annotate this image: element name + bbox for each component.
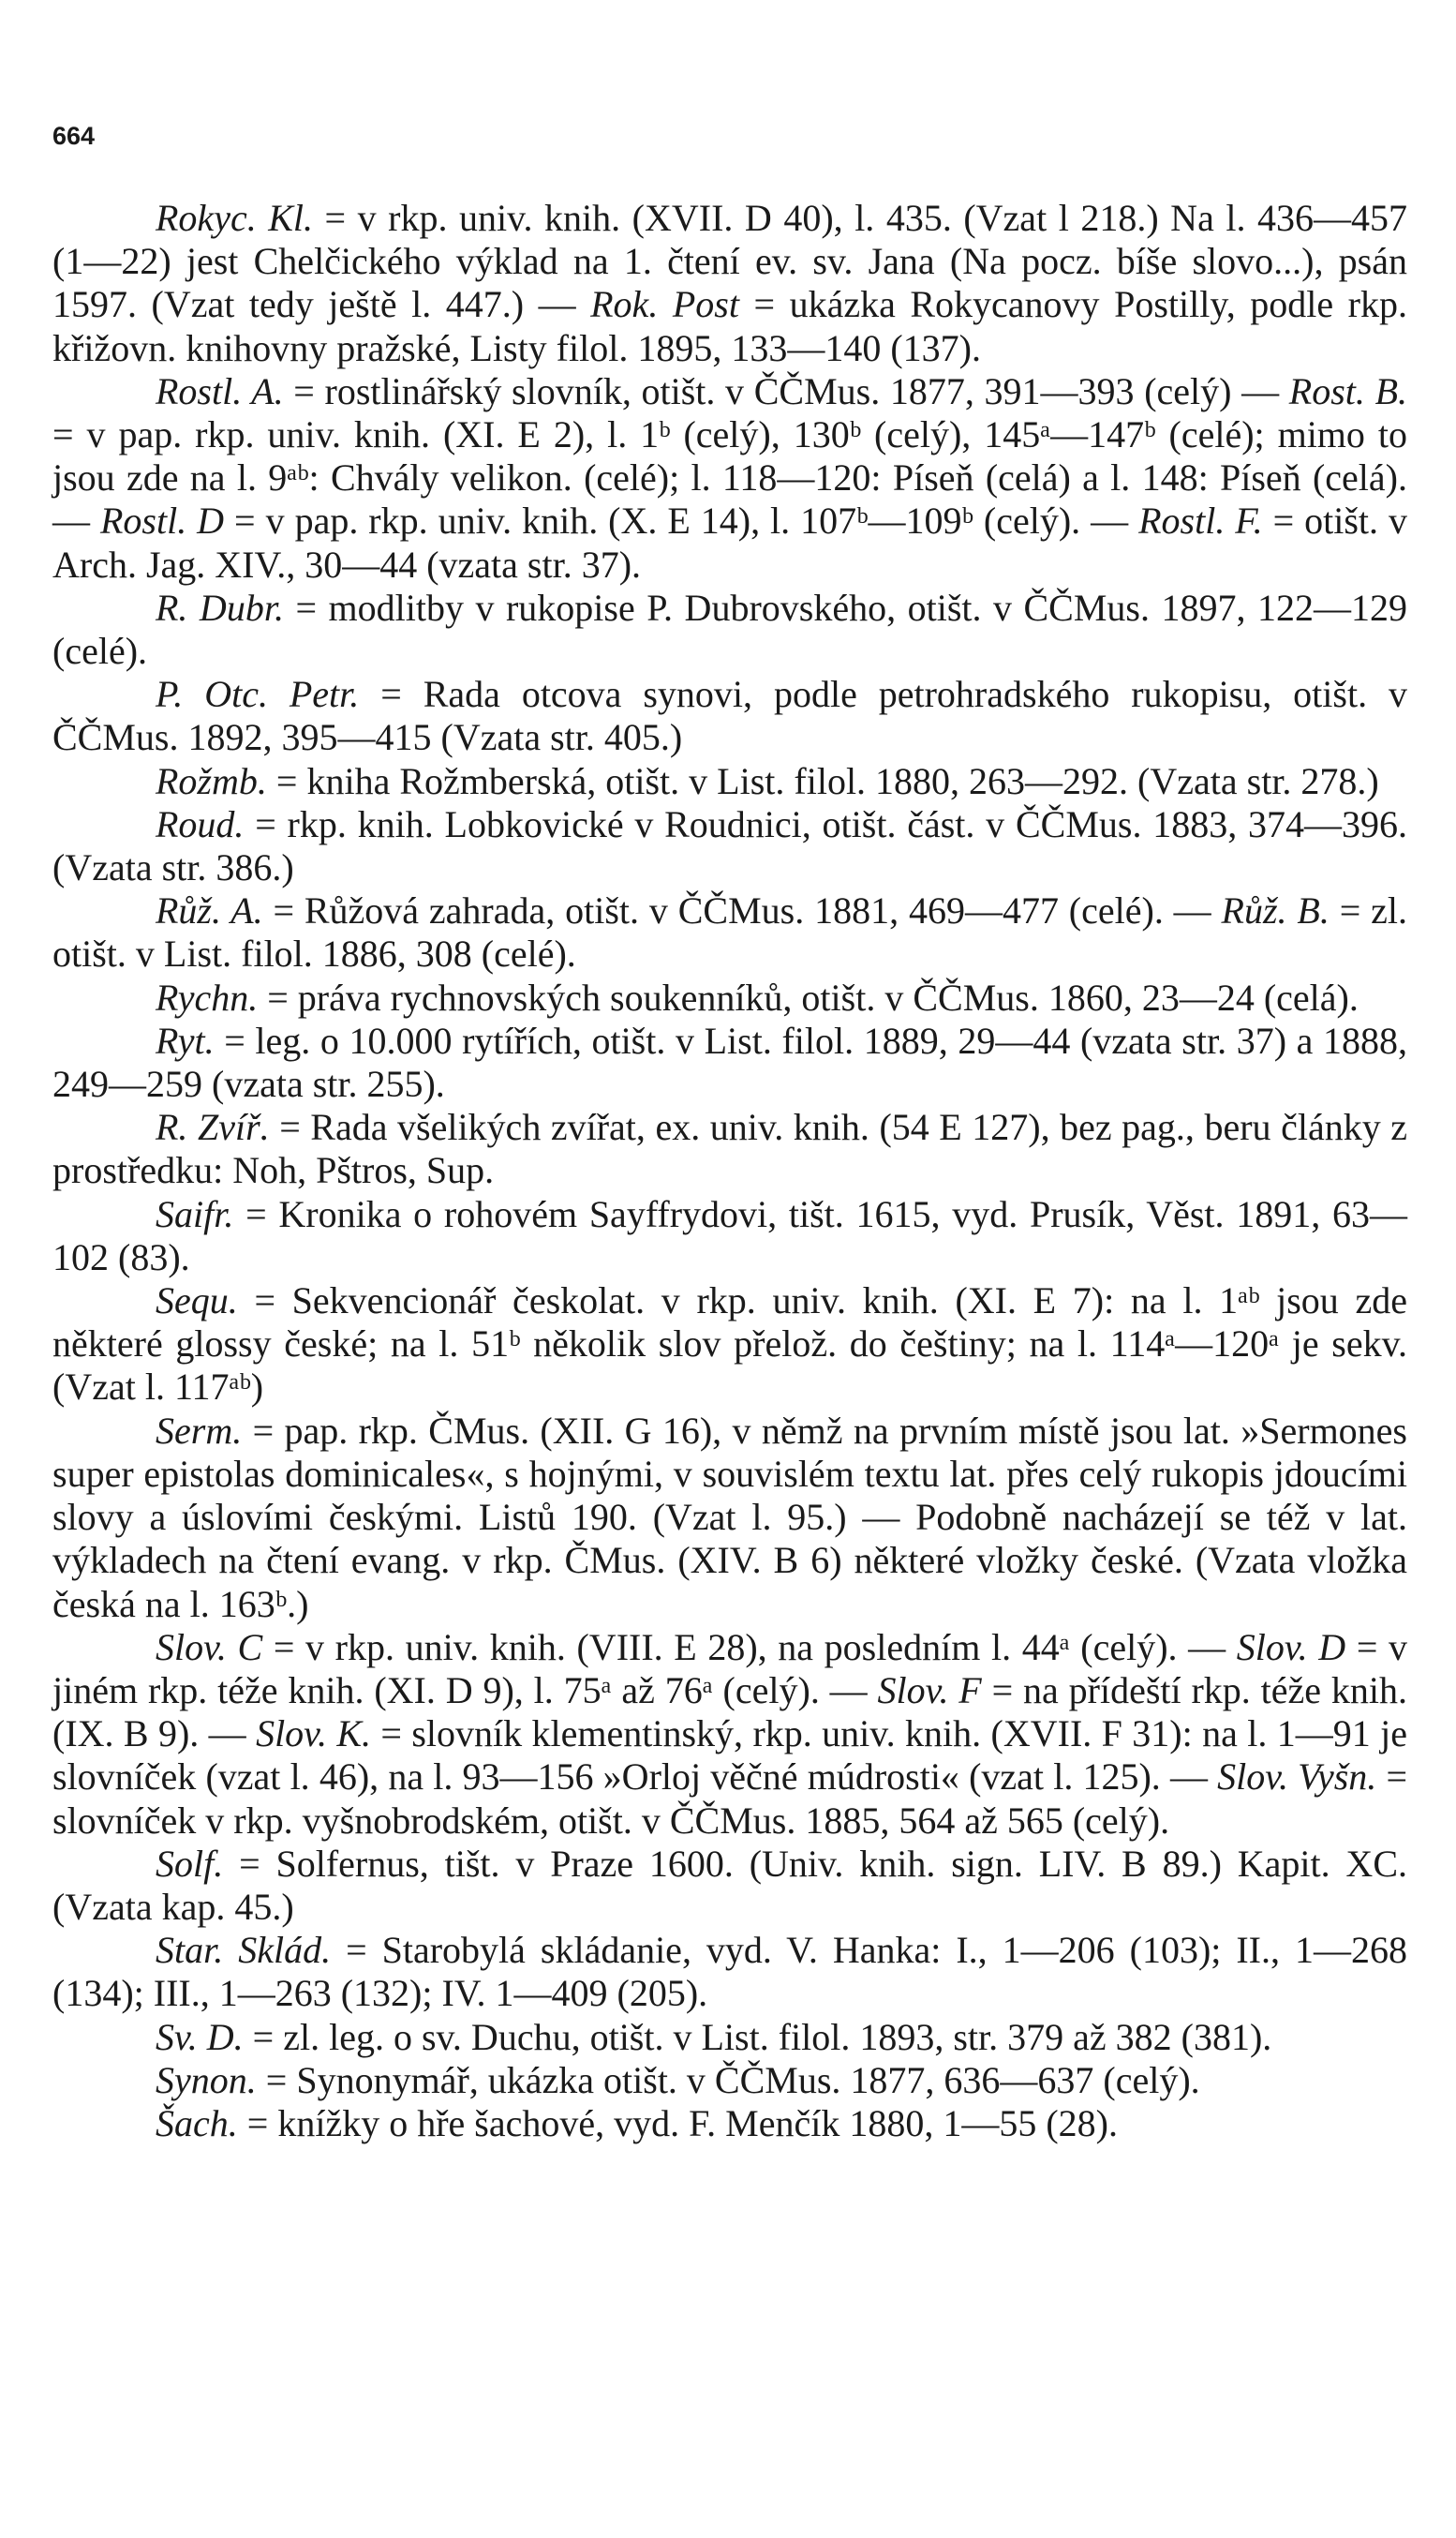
entry-abbreviation: Rostl. D xyxy=(99,500,225,543)
entry-abbreviation: Rokyc. Kl. xyxy=(156,197,314,239)
entry-text: = ukázka Rokycanovy Postilly, podle rkp. křižovn. knihovny pražské, Listy filol. 1895, 133—140 (137). xyxy=(52,283,1407,369)
entry-text: = v jiném rkp. téže knih. (XI. D 9), l. 75ᵃ až 76ᵃ (celý). — xyxy=(52,1625,1408,1711)
entry-svd xyxy=(52,2016,1407,2059)
entry-saifr xyxy=(52,1193,1407,1279)
entry-sach xyxy=(52,2102,1407,2145)
entry-abbreviation: Slov. D xyxy=(1236,1625,1346,1668)
entry-rozmb xyxy=(52,760,1407,803)
entry-abbreviation: Rok. Post xyxy=(590,283,739,326)
entry-rzvir xyxy=(52,1106,1407,1192)
entry-text: = Kronika o rohovém Sayffrydovi, tišt. 1615, vyd. Prusík, Věst. 1891, 63—102 (83). xyxy=(52,1192,1407,1278)
entry-rokyc xyxy=(52,197,1407,370)
entry-starsklad xyxy=(52,1929,1407,2015)
entry-abbreviation: Slov. K. xyxy=(256,1712,372,1755)
entry-abbreviation: Saifr. xyxy=(156,1192,234,1235)
entry-text: = Rada všelikých zvířat, ex. univ. knih. (54 E 127), bez pag., beru články z prostředku: Noh, Pštros, Sup. xyxy=(52,1106,1407,1192)
entry-abbreviation: Ryt. xyxy=(156,1019,215,1062)
entry-text: = kniha Rožmberská, otišt. v List. filol. 1880, 263—292. (Vzata str. 278.) xyxy=(266,759,1379,802)
entry-abbreviation: Rostl. F. xyxy=(1138,500,1263,543)
entry-text: = pap. rkp. ČMus. (XII. G 16), v němž na prvním místě jsou lat. »Sermones super epistolas dominicales«, s hojnými, v souvislém textu lat. přes celý rukopis jdoucími slovy a úslovími českými. Listů 190. (Vzat l. 95.) — Podobně nacházejí se též v lat. výkladech na čtení evang. v rkp. ČMus. (XIV. B 6) některé vložky české. (Vzata vložka česká na l. 163ᵇ.) xyxy=(52,1409,1407,1625)
entry-abbreviation: Růž. B. xyxy=(1221,889,1330,933)
entry-text: = Rada otcova synovi, podle petrohradského rukopisu, otišt. v ČČMus. 1892, 395—415 (Vzata str. 405.) xyxy=(52,673,1407,759)
entry-rychn xyxy=(52,977,1407,1020)
entry-text: = knížky o hře šachové, vyd. F. Menčík 1880, 1—55 (28). xyxy=(237,2101,1118,2144)
entry-text: = Synonymář, ukázka otišt. v ČČMus. 1877, 636—637 (celý). xyxy=(256,2058,1200,2101)
entry-abbreviation: Slov. Vyšn. xyxy=(1217,1755,1377,1799)
entry-text: = slovníček v rkp. vyšnobrodském, otišt. v ČČMus. 1885, 564 až 565 (celý). xyxy=(52,1755,1408,1842)
entry-rdubr xyxy=(52,587,1407,673)
entry-text: = na přídeští rkp. téže knih. (IX. B 9). — xyxy=(52,1668,1407,1755)
entry-text: = zl. leg. o sv. Duchu, otišt. v List. filol. 1893, str. 379 až 382 (381). xyxy=(243,2015,1272,2058)
entry-abbreviation: Rostl. A. xyxy=(156,369,284,412)
entry-abbreviation: R. Dubr. xyxy=(156,586,284,629)
abbreviation-list xyxy=(52,197,1407,2145)
entry-abbreviation: P. Otc. Petr. xyxy=(156,673,360,716)
entry-text: = rkp. knih. Lobkovické v Roudnici, otišt. část. v ČČMus. 1883, 374—396. (Vzata str. 386.) xyxy=(52,802,1407,889)
entry-text: = Starobylá skládanie, vyd. V. Hanka: I., 1—206 (103); II., 1—268 (134); III., 1—263 (132); IV. 1—409 (205). xyxy=(52,1929,1407,2015)
entry-text: = v pap. rkp. univ. knih. (X. E 14), l. 107ᵇ—109ᵇ (celý). — xyxy=(224,500,1139,543)
entry-rostl xyxy=(52,370,1407,587)
entry-abbreviation: Synon. xyxy=(156,2058,257,2101)
entry-abbreviation: Star. Sklád. xyxy=(156,1929,332,1972)
entry-text: = Solfernus, tišt. v Praze 1600. (Univ. knih. sign. LIV. B 89.) Kapit. XC. (Vzata kap. 45.) xyxy=(52,1842,1407,1928)
entry-ruz xyxy=(52,889,1407,976)
entry-text: = v pap. rkp. univ. knih. (XI. E 2), l. 1ᵇ (celý), 130ᵇ (celý), 145ᵃ—147ᵇ (celé); mimo to jsou zde na l. 9ᵃᵇ: Chvály velikon. (celé); l. 118—120: Píseň (celá) a l. 148: Píseň (celá). — xyxy=(52,413,1407,543)
entry-slov xyxy=(52,1626,1407,1843)
entry-abbreviation: Serm. xyxy=(156,1409,243,1452)
entry-sequ xyxy=(52,1279,1407,1410)
entry-text: = Růžová zahrada, otišt. v ČČMus. 1881, 469—477 (celé). — xyxy=(262,889,1222,933)
entry-text: = modlitby v rukopise P. Dubrovského, otišt. v ČČMus. 1897, 122—129 (celé). xyxy=(52,586,1408,673)
entry-text: = zl. otišt. v List. filol. 1886, 308 (celé). xyxy=(52,889,1407,976)
entry-potc xyxy=(52,673,1407,759)
entry-abbreviation: Sv. D. xyxy=(156,2015,244,2058)
entry-abbreviation: Šach. xyxy=(156,2101,238,2144)
page-number: 664 xyxy=(52,122,96,150)
entry-abbreviation: Slov. F xyxy=(877,1668,982,1711)
entry-synon xyxy=(52,2059,1407,2102)
entry-solf xyxy=(52,1843,1407,1929)
entry-roud xyxy=(52,803,1407,889)
entry-abbreviation: R. Zvíř. xyxy=(156,1106,270,1149)
entry-ryt xyxy=(52,1020,1407,1106)
entry-abbreviation: Rost. B. xyxy=(1288,369,1408,412)
entry-abbreviation: Slov. C xyxy=(156,1625,263,1668)
entry-text: = práva rychnovských soukenníků, otišt. v ČČMus. 1860, 23—24 (celá). xyxy=(258,976,1359,1019)
entry-text: = Sekvencionář českolat. v rkp. univ. knih. (XI. E 7): na l. 1ᵃᵇ jsou zde některé glossy české; na l. 51ᵇ několik slov přelož. do češtiny; na l. 114ᵃ—120ᵃ je sekv. (Vzat l. 117ᵃᵇ) xyxy=(52,1279,1407,1409)
entry-abbreviation: Roud. xyxy=(156,802,245,845)
entry-text: = v rkp. univ. knih. (VIII. E 28), na posledním l. 44ᵃ (celý). — xyxy=(262,1625,1237,1668)
entry-abbreviation: Růž. A. xyxy=(156,889,263,933)
entry-abbreviation: Sequ. xyxy=(156,1279,238,1322)
entry-serm xyxy=(52,1410,1407,1626)
entry-abbreviation: Rychn. xyxy=(156,976,259,1019)
entry-abbreviation: Rožmb. xyxy=(156,759,267,802)
entry-text: = otišt. v Arch. Jag. XIV., 30—44 (vzata str. 37). xyxy=(52,500,1407,586)
entry-abbreviation: Solf. xyxy=(156,1842,224,1885)
entry-text: = leg. o 10.000 rytířích, otišt. v List. filol. 1889, 29—44 (vzata str. 37) a 1888, 249—259 (vzata str. 255). xyxy=(52,1019,1407,1106)
entry-text: = slovník klementinský, rkp. univ. knih. (XVII. F 31): na l. 1—91 je slovníček (vzat l. 46), na l. 93—156 »Orloj věčné múdrosti« (vzat l. 125). — xyxy=(52,1712,1407,1799)
entry-text: = rostlinářský slovník, otišt. v ČČMus. 1877, 391—393 (celý) — xyxy=(283,369,1289,412)
entry-text: = v rkp. univ. knih. (XVII. D 40), l. 435. (Vzat l 218.) Na l. 436—457 (1—22) jest Chelčického výklad na 1. čtení ev. sv. Jana (Na pocz. bíše slovo...), psán 1597. (Vzat tedy ještě l. 447.) — xyxy=(52,197,1407,326)
